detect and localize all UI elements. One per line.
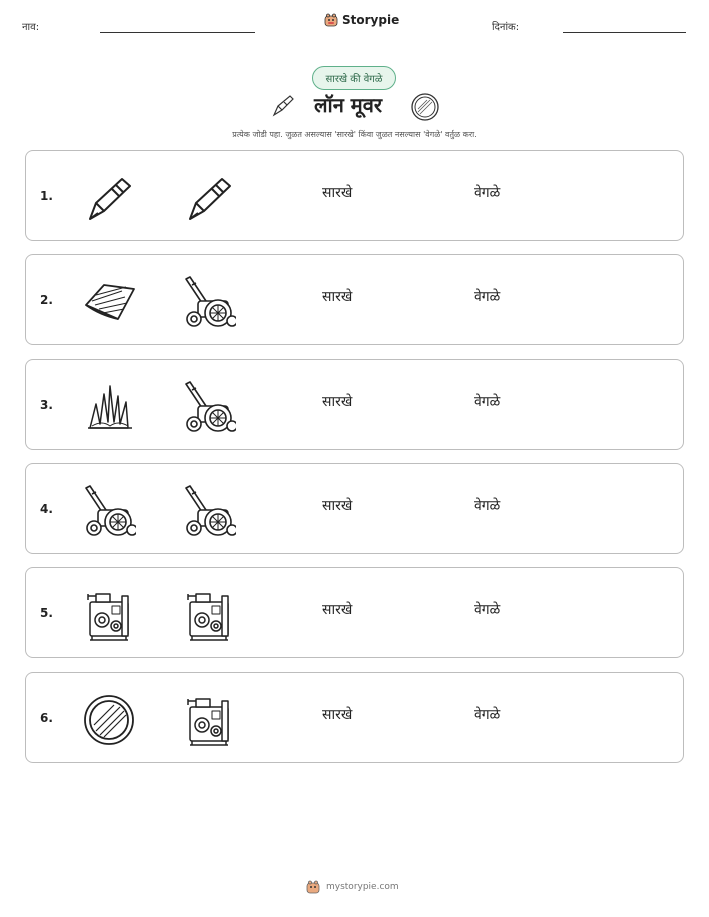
question-row [25, 567, 684, 658]
engine-icon [82, 588, 136, 642]
category-badge: सारखे की वेगळे [312, 66, 396, 90]
lawn-mower-icon [182, 484, 236, 538]
question-row [25, 463, 684, 554]
option-different[interactable]: वेगळे [474, 289, 501, 305]
question-number: 6. [40, 711, 53, 725]
scalpel-icon [82, 171, 136, 225]
instructions: प्रत्येक जोडी पहा. जुळत असल्यास 'सारखे' किंवा जुळत नसल्यास 'वेगळे' वर्तुळ करा. [232, 130, 477, 139]
question-row [25, 150, 684, 241]
grass-icon [82, 380, 136, 434]
question-number: 1. [40, 189, 53, 203]
option-same[interactable]: सारखे [322, 498, 353, 514]
lawn-mower-icon [82, 484, 136, 538]
option-same[interactable]: सारखे [322, 707, 353, 723]
engine-icon [182, 693, 236, 747]
option-different[interactable]: वेगळे [474, 707, 501, 723]
question-row [25, 672, 684, 763]
question-number: 4. [40, 502, 53, 516]
option-different[interactable]: वेगळे [474, 602, 501, 618]
scalpel-icon [270, 93, 296, 119]
footer-url: mystorypie.com [326, 882, 399, 892]
name-line[interactable] [100, 32, 255, 33]
question-row [25, 254, 684, 345]
name-label: नाव: [22, 22, 40, 33]
brand-name: Storypie [342, 13, 400, 27]
footer [306, 880, 399, 894]
date-label: दिनांक: [492, 22, 520, 33]
question-number: 2. [40, 293, 53, 307]
engine-icon [182, 588, 236, 642]
scalpel-icon [182, 171, 236, 225]
cloth-icon [82, 275, 136, 329]
option-different[interactable]: वेगळे [474, 185, 501, 201]
wooden-plate-icon [82, 693, 136, 747]
lawn-mower-icon [182, 380, 236, 434]
date-line[interactable] [563, 32, 686, 33]
brand-logo [324, 13, 399, 27]
option-same[interactable]: सारखे [322, 602, 353, 618]
option-same[interactable]: सारखे [322, 394, 353, 410]
storypie-mascot-icon [306, 880, 320, 894]
page-title: लॉन मूवर [314, 93, 383, 117]
option-same[interactable]: सारखे [322, 185, 353, 201]
option-same[interactable]: सारखे [322, 289, 353, 305]
question-number: 5. [40, 606, 53, 620]
option-different[interactable]: वेगळे [474, 394, 501, 410]
question-row [25, 359, 684, 450]
lawn-mower-icon [182, 275, 236, 329]
question-number: 3. [40, 398, 53, 412]
option-different[interactable]: वेगळे [474, 498, 501, 514]
wooden-plate-icon [410, 92, 440, 122]
storypie-mascot-icon [324, 13, 338, 27]
